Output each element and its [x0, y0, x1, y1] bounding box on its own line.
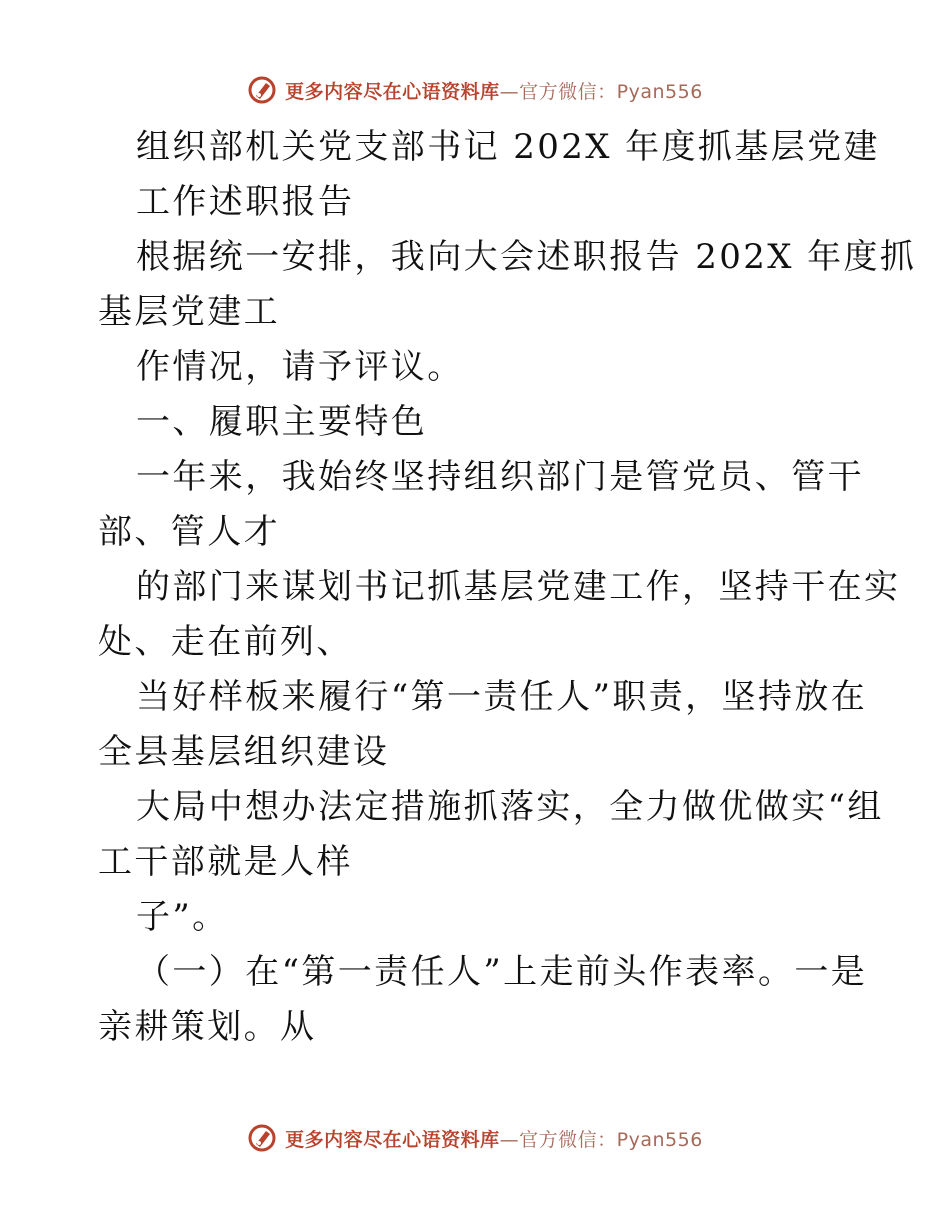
- document-body: [98, 120, 917, 1055]
- pen-nib-logo-icon: [247, 75, 277, 105]
- paragraph-line: 工干部就是人样: [98, 842, 353, 882]
- footer-wechat-text: —官方微信：Pyan556: [499, 1128, 703, 1151]
- paragraph-line: 的部门来谋划书记抓基层党建工作，坚持干在实: [136, 567, 901, 607]
- paragraph-line: 基层党建工: [98, 292, 280, 332]
- footer-watermark: [0, 1118, 950, 1158]
- paragraph-line: 根据统一安排，我向大会述职报告 202X 年度抓: [136, 237, 917, 277]
- subsection-heading: （一）在“第一责任人”上走前头作表率。一是: [136, 952, 868, 992]
- doc-title-line-1: 组织部机关党支部书记 202X 年度抓基层党建: [136, 127, 880, 167]
- doc-title-line-2: 工作述职报告: [136, 182, 355, 222]
- header-watermark: [0, 70, 950, 110]
- paragraph-line: 亲耕策划。从: [98, 1007, 317, 1047]
- paragraph-line: 全县基层组织建设: [98, 732, 390, 772]
- section-heading: 一、履职主要特色: [136, 402, 428, 442]
- paragraph-line: 当好样板来履行“第一责任人”职责，坚持放在: [136, 677, 868, 717]
- pen-nib-logo-icon: [247, 1123, 277, 1153]
- paragraph-line: 一年来，我始终坚持组织部门是管党员、管干: [136, 457, 864, 497]
- header-brand-text: 更多内容尽在心语资料库: [285, 80, 500, 103]
- paragraph-line: 部、管人才: [98, 512, 280, 552]
- paragraph-line: 作情况，请予评议。: [136, 347, 464, 387]
- header-wechat-text: —官方微信：Pyan556: [499, 80, 703, 103]
- paragraph-line: 子”。: [136, 897, 229, 937]
- paragraph-line: 大局中想办法定措施抓落实，全力做优做实“组: [136, 787, 884, 827]
- footer-brand-text: 更多内容尽在心语资料库: [285, 1128, 500, 1151]
- paragraph-line: 处、走在前列、: [98, 622, 353, 662]
